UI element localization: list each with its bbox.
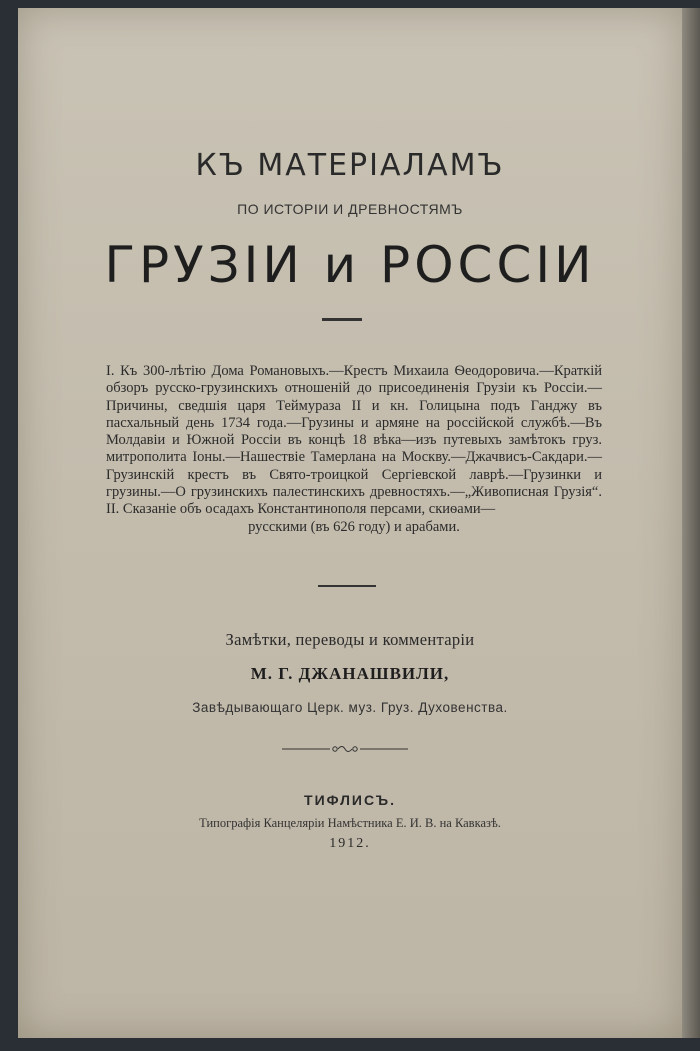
- city-name: ТИФЛИСЪ.: [304, 792, 396, 808]
- book-edge: [682, 8, 700, 1038]
- press-name: Типографія Канцеляріи Намѣстника Е. И. В. на Кавказѣ.: [199, 816, 501, 830]
- divider-rule-1: [322, 318, 362, 321]
- author-name: М. Г. ДЖАНАШВИЛИ,: [250, 664, 450, 683]
- contents-main: I. Къ 300-лѣтію Дома Романовыхъ.—Крестъ Михаила Ѳеодоровича.—Краткій обзоръ русско-грузинскихъ отношеній до присоединенія Грузіи къ Россіи.—Причины, сведшія царя Теймураза II и кн. Голицына подъ Ганджу въ пасхальный день 1734 года.—Грузины и армяне на россійской службѣ.—Въ Молдавіи и Южной Россіи въ концѣ 18 вѣка—изъ путевыхъ замѣтокъ груз. митрополита Іоны.—Нашествіе Тамерлана на Москву.—Джачвисъ-Сакдари.—Грузинскій крестъ въ Свято-троицкой Сергіевской лаврѣ.—Грузинки и грузины.—О грузинскихъ палестинскихъ древностяхъ.—„Живописная Грузія“. II. Сказаніе объ осадахъ Константинополя персами, скиѳами—: [106, 363, 602, 518]
- contents-last-line: русскими (въ 626 году) и арабами.: [248, 518, 460, 535]
- divider-rule-2: [318, 585, 376, 587]
- title-line-1: КЪ МАТЕРІАЛАМЪ: [195, 148, 505, 183]
- title-line-3: ГРУЗІИ и РОССІИ: [104, 236, 596, 294]
- ornament-divider: [280, 743, 410, 755]
- title-page: [18, 8, 682, 1038]
- publication-year: 1912.: [329, 836, 371, 851]
- author-position: Завѣдывающаго Церк. муз. Груз. Духовенства.: [192, 700, 508, 715]
- contents-paragraph: [106, 363, 602, 536]
- notes-line: Замѣтки, переводы и комментаріи: [225, 630, 475, 649]
- title-line-2: ПО ИСТОРІИ И ДРЕВНОСТЯМЪ: [237, 201, 463, 217]
